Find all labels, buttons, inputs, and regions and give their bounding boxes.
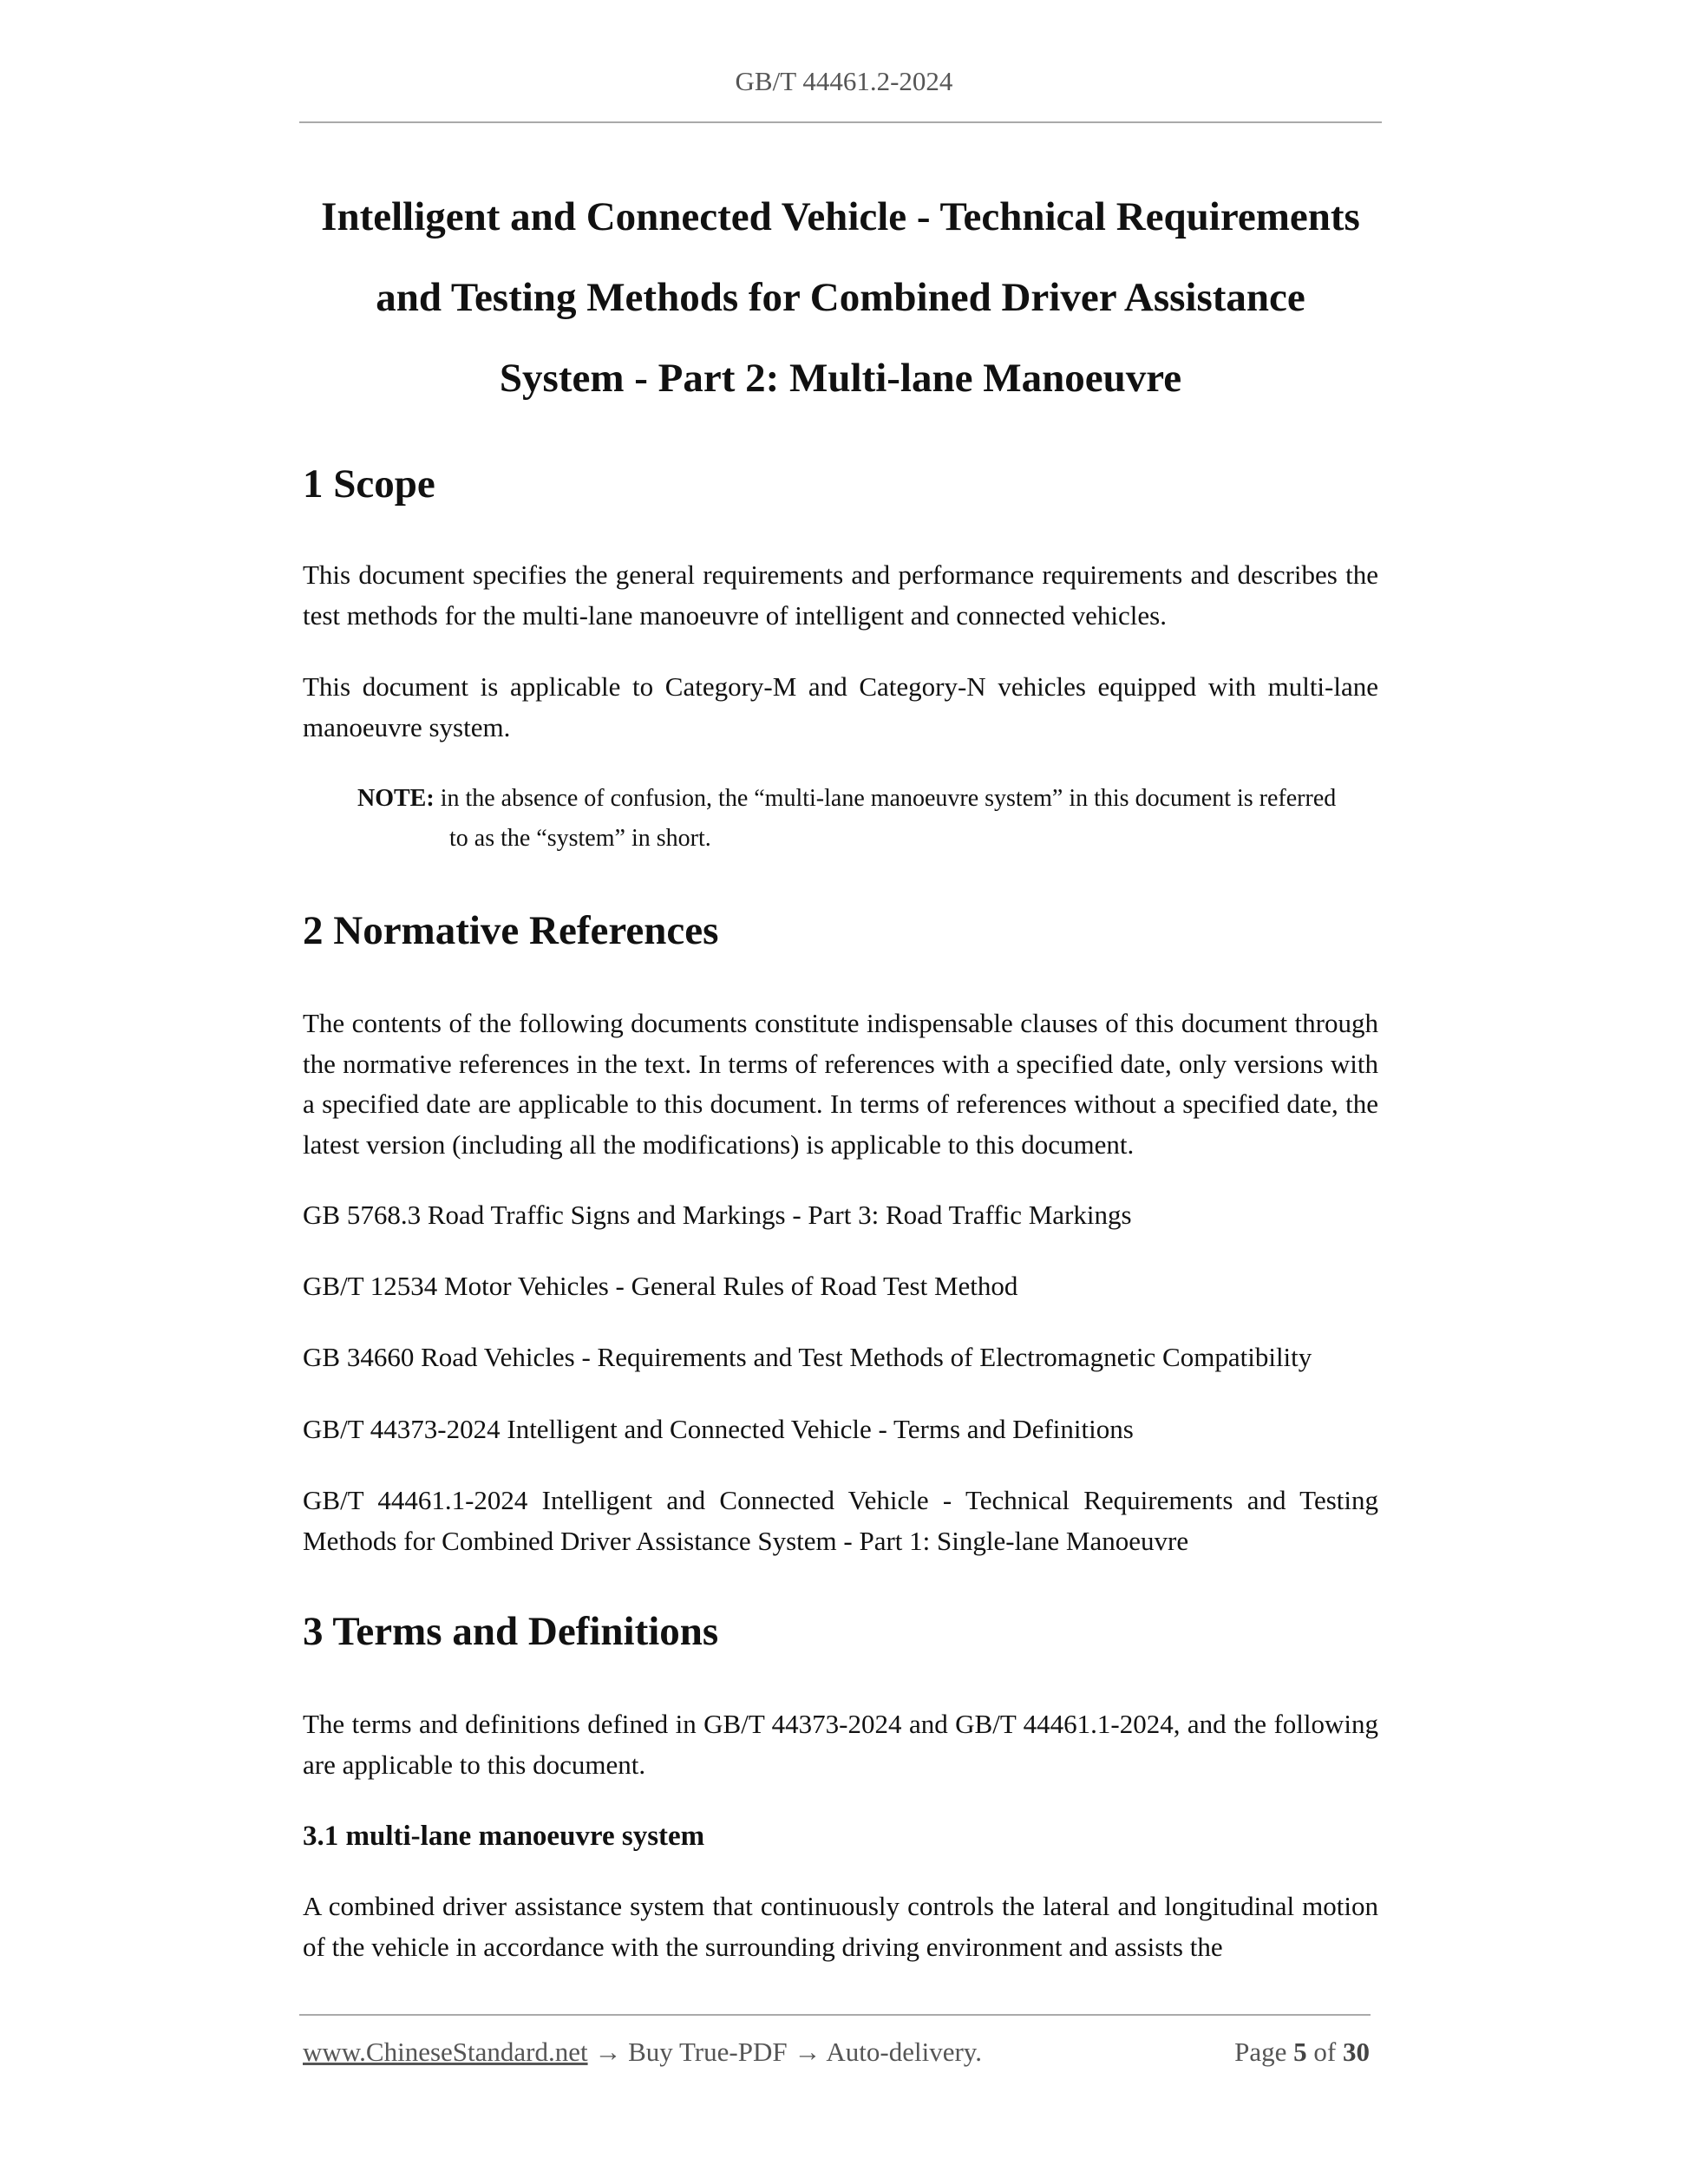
document-title <box>299 177 1382 419</box>
arrow-right-icon: → <box>594 2037 622 2067</box>
footer-delivery-text: Auto-delivery. <box>826 2037 983 2067</box>
section-heading-terms-definitions: 3 Terms and Definitions <box>303 1609 719 1654</box>
normative-reference-item: GB/T 44461.1-2024 Intelligent and Connected Vehicle - Technical Requirements and Testing Methods for Combined Driver Assistance System - Part 1: Single-lane Manoeuvre <box>303 1485 1378 1556</box>
note-text-line-2: to as the “system” in short. <box>449 825 711 852</box>
terms-intro-paragraph: The terms and definitions defined in GB/T 44373-2024 and GB/T 44461.1-2024, and the following are applicable to this document. <box>303 1709 1378 1780</box>
normative-reference-item: GB 34660 Road Vehicles - Requirements and Test Methods of Electromagnetic Compatibility <box>303 1342 1312 1372</box>
scope-paragraph-1: This document specifies the general requirements and performance requirements and describes the test methods for the multi-lane manoeuvre of intelligent and connected vehicles. <box>303 559 1378 631</box>
page-word: Page <box>1234 2037 1287 2067</box>
title-line-1: Intelligent and Connected Vehicle - Technical Requirements <box>321 194 1360 239</box>
page-indicator <box>1234 2035 1370 2070</box>
header-divider <box>299 121 1382 123</box>
footer-site-link[interactable]: www.ChineseStandard.net <box>303 2037 588 2067</box>
section-heading-normative-references: 2 Normative References <box>303 908 719 953</box>
header-standard-code: GB/T 44461.2-2024 <box>735 66 953 96</box>
note-text-line-1: in the absence of confusion, the “multi-lane manoeuvre system” in this document is referred <box>440 785 1337 812</box>
title-line-3: System - Part 2: Multi-lane Manoeuvre <box>499 356 1182 401</box>
section-heading-scope: 1 Scope <box>303 461 435 507</box>
term-heading-3-1: 3.1 multi-lane manoeuvre system <box>303 1821 705 1852</box>
normative-reference-item: GB/T 44373-2024 Intelligent and Connected Vehicle - Terms and Definitions <box>303 1414 1134 1444</box>
note-label: NOTE: <box>357 785 435 812</box>
scope-paragraph-2: This document is applicable to Category-M and Category-N vehicles equipped with multi-lane manoeuvre system. <box>303 671 1378 742</box>
page-footer <box>303 2035 1370 2070</box>
title-line-2: and Testing Methods for Combined Driver Assistance <box>376 275 1305 320</box>
term-definition-paragraph: A combined driver assistance system that continuously controls the lateral and longitudinal motion of the vehicle in accordance with the surrounding driving environment and assists the <box>303 1891 1378 1962</box>
normative-intro-paragraph: The contents of the following documents constitute indispensable clauses of this document through the normative references in the text. In terms of references with a specified date, only versions with a specified date are applicable to this document. In terms of references without a specified date, the latest version (including all the modifications) is applicable to this document. <box>303 1008 1378 1160</box>
normative-reference-item: GB 5768.3 Road Traffic Signs and Markings - Part 3: Road Traffic Markings <box>303 1200 1132 1230</box>
footer-divider <box>299 2014 1371 2016</box>
page-total: 30 <box>1343 2037 1370 2067</box>
footer-buy-text: Buy True-PDF <box>628 2037 788 2067</box>
arrow-right-icon: → <box>794 2037 821 2067</box>
scope-note <box>357 779 1378 859</box>
normative-reference-item: GB/T 12534 Motor Vehicles - General Rules of Road Test Method <box>303 1271 1018 1301</box>
of-word: of <box>1313 2037 1337 2067</box>
page-number: 5 <box>1293 2037 1307 2067</box>
